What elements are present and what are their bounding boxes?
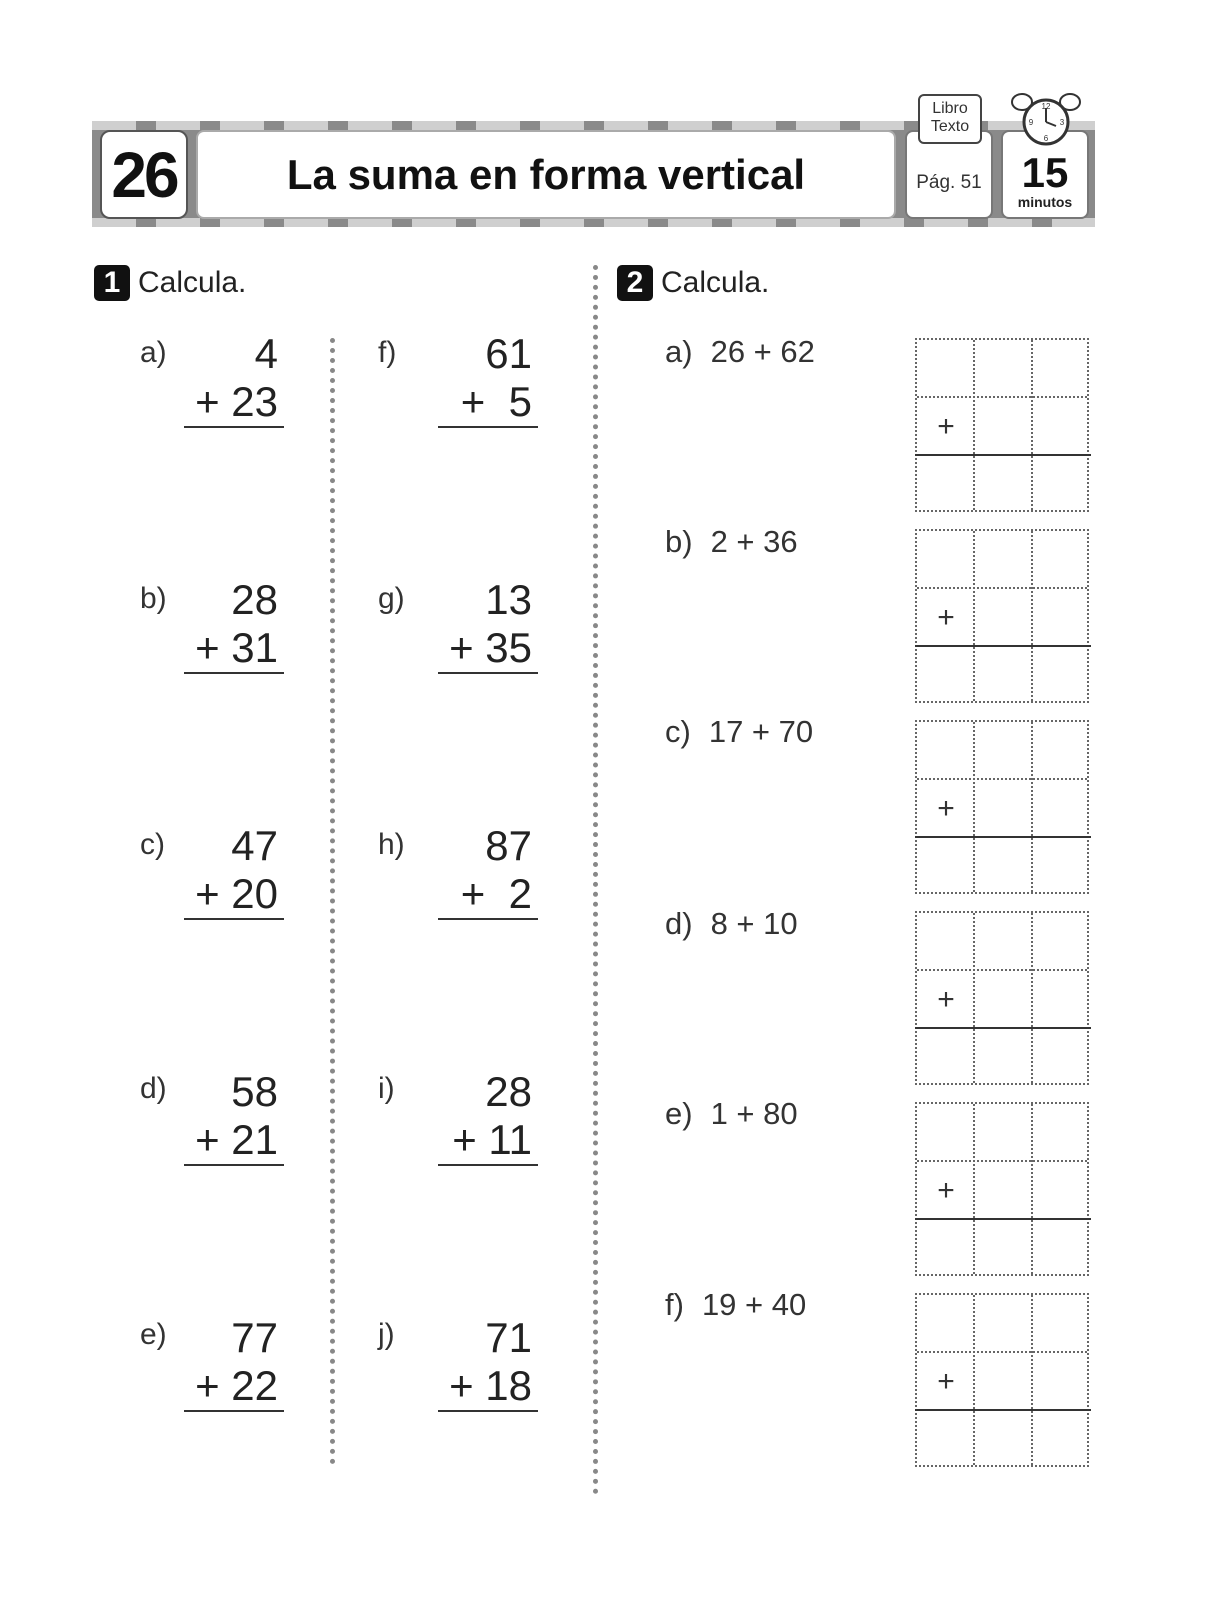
ex1-addend-top: 47	[231, 822, 278, 869]
ex1-addend-top: 61	[485, 330, 532, 377]
grid-row-line	[917, 587, 1087, 589]
ex2-item-expression: 17 + 70	[708, 714, 814, 749]
ex1-item-letter: j)	[378, 1318, 395, 1351]
grid-sum-line	[915, 1409, 1091, 1411]
answer-grid[interactable]	[915, 1293, 1089, 1467]
grid-sum-line	[915, 1218, 1091, 1220]
ex1-item-letter: b)	[140, 582, 167, 615]
ex1-item-letter: c)	[140, 828, 165, 861]
ex2-item-letter: b)	[665, 524, 693, 559]
clock-mark-6: 6	[1043, 134, 1049, 143]
book-label-1: Libro	[932, 100, 968, 117]
ex1-item-letter: a)	[140, 336, 167, 369]
ex2-item-letter: c)	[665, 714, 691, 749]
ex1-addend-bottom: + 18	[438, 1362, 538, 1412]
grid-sum-line	[915, 1027, 1091, 1029]
time-unit: minutos	[1017, 194, 1073, 210]
ex1-addition	[438, 1068, 538, 1166]
ex1-addend-top: 87	[485, 822, 532, 869]
grid-row-line	[917, 1160, 1087, 1162]
clock-mark-3: 3	[1059, 118, 1065, 127]
alarm-clock-icon	[1010, 90, 1082, 148]
grid-col-line	[1031, 340, 1033, 510]
ex1-addend-top: 71	[485, 1314, 532, 1361]
ex2-item-letter: d)	[665, 906, 693, 941]
exercise1-header	[94, 265, 246, 301]
grid-col-line	[1031, 913, 1033, 1083]
plus-sign: +	[937, 601, 955, 634]
grid-row-line	[917, 778, 1087, 780]
ex2-item	[665, 334, 815, 370]
answer-grid[interactable]	[915, 911, 1089, 1085]
ex2-item-letter: f)	[665, 1287, 684, 1322]
page-title: La suma en forma vertical	[196, 130, 896, 219]
ex1-addition	[184, 822, 284, 920]
ex1-addend-bottom: + 20	[184, 870, 284, 920]
ex1-item-letter: h)	[378, 828, 405, 861]
exercise1-number: 1	[94, 265, 130, 301]
ex1-addend-bottom: + 11	[438, 1116, 538, 1166]
grid-row-line	[917, 969, 1087, 971]
grid-row-line	[917, 396, 1087, 398]
ex1-addition	[438, 330, 538, 428]
answer-grid[interactable]	[915, 720, 1089, 894]
ex2-item-letter: a)	[665, 334, 693, 369]
ex2-item	[665, 1287, 806, 1323]
book-label-2: Texto	[930, 118, 970, 135]
ex1-item-letter: e)	[140, 1318, 167, 1351]
ex1-addition	[184, 576, 284, 674]
exercise2-instruction: Calcula.	[661, 266, 770, 300]
ex1-addend-bottom: + 2	[438, 870, 538, 920]
plus-sign: +	[937, 983, 955, 1016]
answer-grid[interactable]	[915, 338, 1089, 512]
ex1-addition	[184, 1068, 284, 1166]
ex1-item-letter: i)	[378, 1072, 395, 1105]
exercise2-number: 2	[617, 265, 653, 301]
ex1-addend-bottom: + 22	[184, 1362, 284, 1412]
ex1-addition	[184, 330, 284, 428]
ex1-addend-top: 28	[231, 576, 278, 623]
ex2-item	[665, 524, 798, 560]
section-divider	[593, 265, 598, 1495]
ex2-item	[665, 1096, 798, 1132]
ex1-addend-top: 13	[485, 576, 532, 623]
plus-sign: +	[937, 1174, 955, 1207]
exercise1-instruction: Calcula.	[138, 266, 247, 300]
worksheet-number: 26	[100, 130, 188, 219]
ex1-addend-top: 58	[231, 1068, 278, 1115]
ex2-item-expression: 19 + 40	[701, 1287, 807, 1322]
time-value: 15	[1021, 149, 1069, 196]
grid-sum-line	[915, 645, 1091, 647]
ex2-item-expression: 1 + 80	[710, 1096, 798, 1131]
ex1-addend-top: 77	[231, 1314, 278, 1361]
ex2-item	[665, 906, 798, 942]
ex2-item-expression: 26 + 62	[710, 334, 815, 369]
ex1-addend-top: 28	[485, 1068, 532, 1115]
exercise2-header	[617, 265, 769, 301]
plus-sign: +	[937, 1365, 955, 1398]
ex1-item-letter: g)	[378, 582, 405, 615]
ex1-addend-bottom: + 35	[438, 624, 538, 674]
ex1-addend-bottom: + 23	[184, 378, 284, 428]
answer-grid[interactable]	[915, 1102, 1089, 1276]
ex1-addition	[438, 576, 538, 674]
ex1-addition	[438, 822, 538, 920]
page-reference-label: Pág. 51	[916, 172, 982, 193]
ex1-addend-bottom: + 31	[184, 624, 284, 674]
ex2-item	[665, 714, 813, 750]
grid-col-line	[1031, 531, 1033, 701]
ex1-addend-bottom: + 21	[184, 1116, 284, 1166]
header-stripe-bottom	[92, 218, 1095, 227]
ex1-addition	[184, 1314, 284, 1412]
ex2-item-expression: 8 + 10	[710, 906, 798, 941]
column-divider	[330, 338, 335, 1465]
grid-col-line	[1031, 1104, 1033, 1274]
grid-col-line	[1031, 722, 1033, 892]
ex1-addition	[438, 1314, 538, 1412]
grid-sum-line	[915, 836, 1091, 838]
ex2-item-expression: 2 + 36	[710, 524, 798, 559]
plus-sign: +	[937, 792, 955, 825]
grid-sum-line	[915, 454, 1091, 456]
ex2-item-letter: e)	[665, 1096, 693, 1131]
clock-mark-9: 9	[1028, 118, 1034, 127]
ex1-addend-top: 4	[254, 330, 278, 377]
ex1-addend-bottom: + 5	[438, 378, 538, 428]
clock-mark-12: 12	[1041, 102, 1051, 111]
ex1-item-letter: f)	[378, 336, 397, 369]
plus-sign: +	[937, 410, 955, 443]
answer-grid[interactable]	[915, 529, 1089, 703]
book-icon	[918, 94, 982, 144]
grid-col-line	[1031, 1295, 1033, 1465]
ex1-item-letter: d)	[140, 1072, 167, 1105]
grid-row-line	[917, 1351, 1087, 1353]
